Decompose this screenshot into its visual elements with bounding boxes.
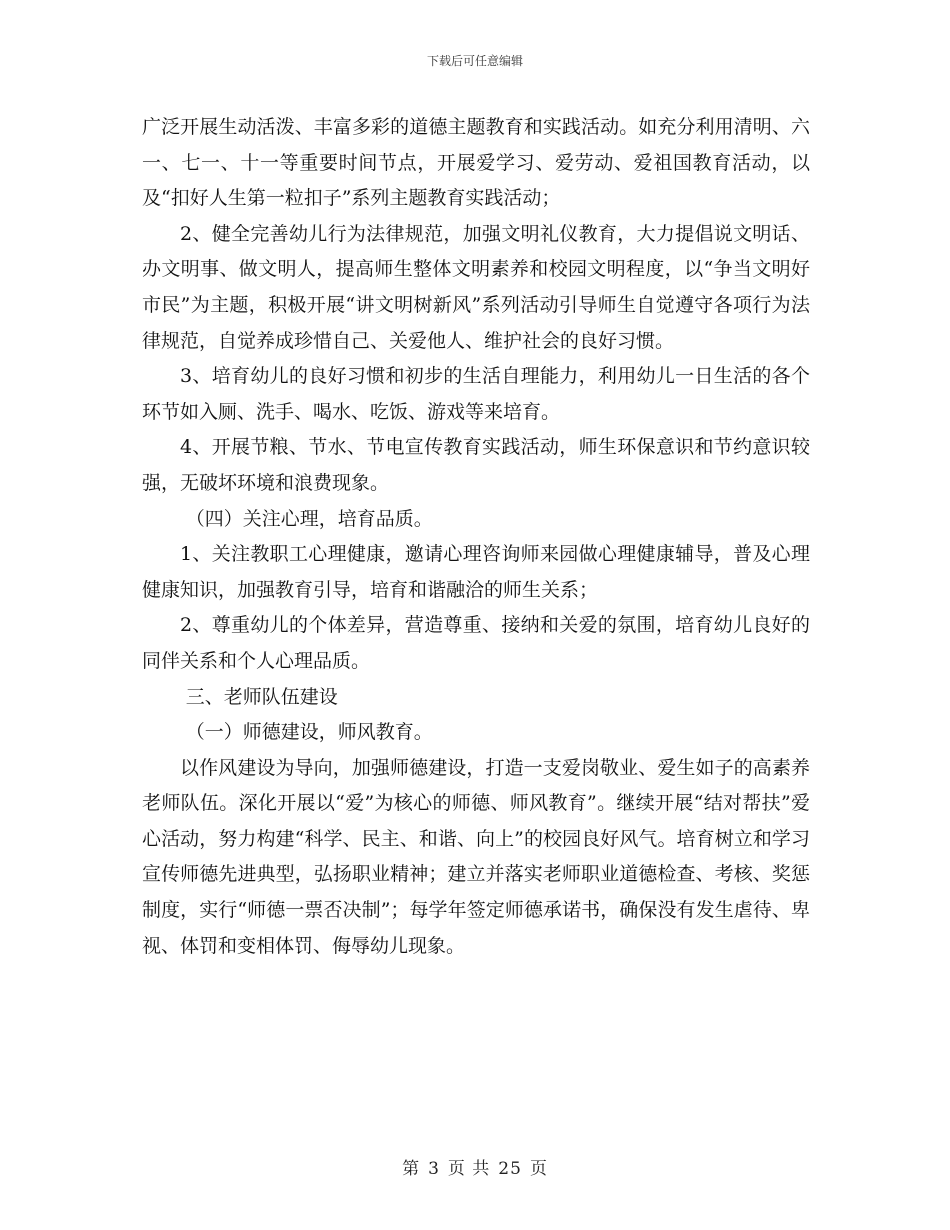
page-footer	[0, 1154, 950, 1179]
paragraph-mental-1: 1、关注教职工心理健康，邀请心理咨询师来园做心理健康辅导，普及心理健康知识，加强教育引导，培育和谐融洽的师生关系；	[142, 543, 810, 601]
section-heading-1: （一）师德建设，师风教育。	[185, 721, 433, 744]
footer-current-page: 3	[428, 1159, 440, 1179]
paragraph-item-2: 2、健全完善幼儿行为法律规范，加强文明礼仪教育，大力提倡说文明话、办文明事、做文明人，提高师生整体文明素养和校园文明程度，以“争当文明好市民”为主题，积极开展“讲文明树新风”系列活动引导师生自觉遵守各项行为法律规范，自觉养成珍惜自己、关爱他人、维护社会的良好习惯。	[142, 222, 810, 352]
section-heading-4: （四）关注心理，培育品质。	[185, 507, 433, 530]
paragraph-continuation: 广泛开展生动活泼、丰富多彩的道德主题教育和实践活动。如充分利用清明、六一、七一、十一等重要时间节点，开展爱学习、爱劳动、爱祖国教育活动，以及“扣好人生第一粒扣子”系列主题教育实践活动；	[142, 116, 810, 210]
document-body	[142, 110, 810, 964]
footer-total-pages: 25	[498, 1159, 522, 1179]
page-header: 下载后可任意编辑	[426, 54, 523, 68]
footer-prefix: 第	[402, 1159, 421, 1179]
paragraph-item-3: 3、培育幼儿的良好习惯和初步的生活自理能力，利用幼儿一日生活的各个环节如入厕、洗手、喝水、吃饭、游戏等来培育。	[142, 365, 810, 423]
paragraph-ethics: 以作风建设为导向，加强师德建设，打造一支爱岗敬业、爱生如子的高素养老师队伍。深化开展以“爱”为核心的师德、师风教育”。继续开展“结对帮扶”爱心活动，努力构建“科学、民主、和谐、向上”的校园良好风气。培育树立和学习宣传师德先进典型，弘扬职业精神；建立并落实老师职业道德检查、考核、奖惩制度，实行“师德一票否决制”；每学年签定师德承诺书，确保没有发生虐待、卑视、体罚和变相体罚、侮辱幼儿现象。	[142, 756, 810, 957]
footer-suffix: 页	[529, 1159, 548, 1179]
paragraph-mental-2: 2、尊重幼儿的个体差异，营造尊重、接纳和关爱的氛围，培育幼儿良好的同伴关系和个人心理品质。	[142, 614, 810, 672]
chapter-heading-3: 三、老师队伍建设	[185, 685, 338, 708]
footer-middle: 页 共	[447, 1159, 491, 1179]
paragraph-item-4: 4、开展节粮、节水、节电宣传教育实践活动，师生环保意识和节约意识较强，无破坏环境和浪费现象。	[142, 436, 810, 494]
